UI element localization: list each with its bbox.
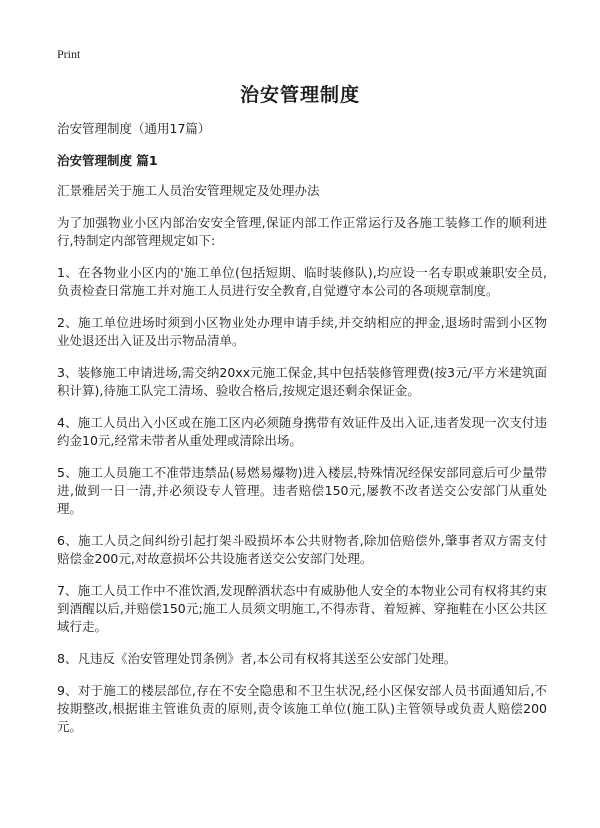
paragraph-rule-7: 7、施工人员工作中不准饮酒,发现醉酒状态中有威胁他人安全的本物业公司有权将其约束到酒醒以后,并赔偿150元;施工人员须文明施工,不得赤背、着短裤、穿拖鞋在小区公共区域行走。 (57, 583, 547, 634)
paragraph-rule-8: 8、凡违反《治安管理处罚条例》者,本公司有权将其送至公安部门处理。 (57, 651, 457, 666)
paragraph-preamble: 为了加强物业小区内部治安安全管理,保证内部工作正常运行及各施工装修工作的顺利进行,特制定内部管理规定如下: (57, 215, 547, 248)
print-label: Print (57, 47, 81, 61)
document-subtitle: 治安管理制度（通用17篇） (57, 121, 211, 136)
page-title: 治安管理制度 (239, 84, 360, 106)
paragraph-rule-6: 6、施工人员之间纠纷引起打架斗殴损坏本公共财物者,除加倍赔偿外,肇事者双方需支付赔偿金200元,对故意损坏公共设施者送交公安部门处理。 (57, 533, 547, 566)
paragraph-rule-2: 2、施工单位进场时须到小区物业处办理申请手续,并交纳相应的押金,退场时需到小区物业处退还出入证及出示物品清单。 (57, 315, 547, 348)
section-heading: 治安管理制度 篇1 (57, 153, 158, 168)
document-body (57, 120, 547, 750)
paragraph-rule-5: 5、施工人员施工不准带违禁品(易燃易爆物)进入楼层,特殊情况经保安部同意后可少量带进,做到一日一清,并必须设专人管理。违者赔偿150元,屡教不改者送交公安部门从重处理。 (57, 465, 547, 516)
paragraph-intro-title: 汇景雅居关于施工人员治安管理规定及处理办法 (57, 183, 320, 198)
paragraph-rule-4: 4、施工人员出入小区或在施工区内必须随身携带有效证件及出入证,违者发现一次支付违约金10元,经常未带者从重处理或清除出场。 (57, 415, 547, 448)
paragraph-rule-3: 3、装修施工申请进场,需交纳20xx元施工保金,其中包括装修管理费(按3元/平方米建筑面积计算),待施工队完工清场、验收合格后,按规定退还剩余保证金。 (57, 365, 547, 398)
paragraph-rule-1: 1、在各物业小区内的'施工单位(包括短期、临时装修队),均应设一名专职或兼职安全员,负责检查日常施工并对施工人员进行安全教育,自觉遵守本公司的各项规章制度。 (57, 265, 547, 298)
paragraph-rule-9: 9、对于施工的楼层部位,存在不安全隐患和不卫生状况,经小区保安部人员书面通知后,不按期整改,根据谁主管谁负责的原则,责令该施工单位(施工队)主管领导或负责人赔偿200元。 (57, 683, 547, 734)
